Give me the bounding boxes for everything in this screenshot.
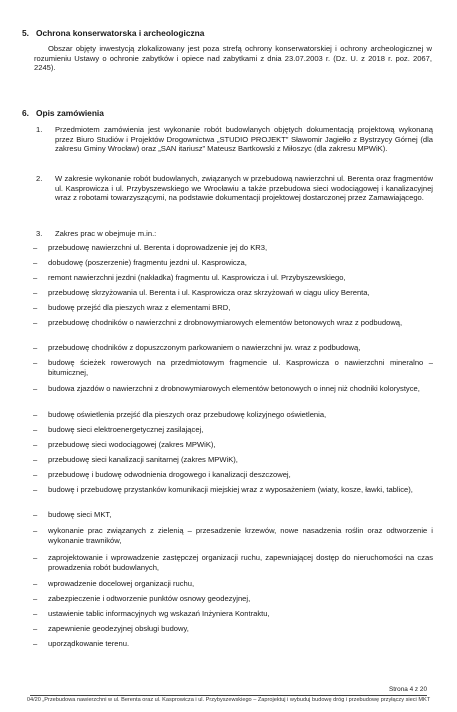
list-item: budowę oświetlenia przejść dla pieszych oraz przebudowę kolizyjnego oświetlenia, (48, 410, 327, 419)
section-5-title: 5. Ochrona konserwatorska i archeologiczna (22, 28, 205, 38)
list-item: budowa zjazdów o nawierzchni z drobnowymiarowych elementów betonowych o innej niż chodniki kolorystyce, (48, 384, 420, 393)
item-3-number: 3. (36, 229, 43, 238)
list-item: zabezpieczenie i odtworzenie punktów osnowy geodezyjnej, (48, 594, 251, 603)
section-5-paragraph: Obszar objęty inwestycją zlokalizowany jest poza strefą ochrony konserwatorskiej i ochrony archeologicznej w rozumieniu Ustawy o ochronie zabytków i opiece nad zabytkami z dnia 23.07.2003 r. (Dz. U. z 2018 r. poz. 2067, 2245). (34, 44, 432, 73)
list-item: budowę sieci elektroenergetycznej zasilającej, (48, 425, 204, 434)
list-dash: – (33, 303, 38, 312)
list-item: przebudowę sieci wodociągowej (zakres MPWiK), (48, 440, 216, 449)
list-item: budowę sieci MKT, (48, 510, 112, 519)
item-1-number: 1. (36, 125, 43, 134)
list-item: przebudowę chodników z dopuszczonym parkowaniem o nawierzchni jw. wraz z podbudową, (48, 343, 361, 352)
list-item: dobudowę (poszerzenie) fragmentu jezdni ul. Kasprowicza, (48, 258, 247, 267)
item-2-number: 2. (36, 174, 43, 183)
list-dash: – (33, 384, 38, 393)
list-dash: – (33, 440, 38, 449)
list-dash: – (33, 579, 38, 588)
list-dash: – (33, 273, 38, 282)
list-dash: – (33, 624, 38, 633)
list-item: przebudowę nawierzchni ul. Berenta i doprowadzenie jej do KR3, (48, 243, 268, 252)
page-number: Strona 4 z 20 (388, 686, 427, 693)
list-dash: – (33, 243, 38, 252)
list-dash: – (33, 639, 38, 648)
list-item: przebudowę skrzyżowania ul. Berenta i ul. Kasprowicza oraz skrzyżowań w ciągu ulicy Berenta, (48, 288, 370, 297)
list-item: zaprojektowanie i wprowadzenie zastępczej organizacji ruchu, zapewniającej dostęp do nieruchomości na czas prowadzenia robót budowlanych, (48, 553, 433, 572)
list-item: przebudowę chodników o nawierzchni z drobnowymiarowych elementów betonowych wraz z podbudową, (48, 318, 403, 327)
item-2-text: W zakresie wykonanie robót budowlanych, związanych w przebudową nawierzchni ul. Berenta oraz fragmentów ul. Kasprowicza i ul. Przybyszewskiego we Wrocławiu a także przebudowa sieci wodociągowej i kanalizacyjnej wraz z robotami towarzyszącymi, na podstawie dokumentacji projektowej dostarczonej przez Zamawiającego. (55, 174, 433, 203)
list-item: budowę i przebudowę przystanków komunikacji miejskiej wraz z wyposażeniem (wiaty, kosze, ławki, tablice), (48, 485, 413, 494)
list-dash: – (33, 485, 38, 494)
item-1-text: Przedmiotem zamówienia jest wykonanie robót budowlanych objętych dokumentacją projektową wykonaną przez Biuro Studiów i Projektów Drogownictwa „STUDIO PROJEKT” Sławomir Jagiełło z Bystrzycy Górnej (dla zakresu Gminy Wrocław) oraz „SAN itariusz” Mateusz Bartkowski z Miłoszyc (dla zakresu MPWiK). (55, 125, 433, 154)
list-dash: – (33, 594, 38, 603)
list-item: zapewnienie geodezyjnej obsługi budowy, (48, 624, 189, 633)
list-dash: – (33, 526, 38, 535)
list-dash: – (33, 258, 38, 267)
list-dash: – (33, 343, 38, 352)
footer-divider (30, 695, 427, 696)
section-6-title: 6. Opis zamówienia (22, 108, 104, 118)
list-item: przebudowę sieci kanalizacji sanitarnej (zakres MPWiK), (48, 455, 238, 464)
list-dash: – (33, 410, 38, 419)
list-dash: – (33, 425, 38, 434)
list-item: remont nawierzchni jezdni (nakładka) fragmentu ul. Kasprowicza i ul. Przybyszewskiego, (48, 273, 346, 282)
list-dash: – (33, 455, 38, 464)
list-item: ustawienie tablic informacyjnych wg wskazań Inżyniera Kontraktu, (48, 609, 270, 618)
item-3-text: Zakres prac w obejmuje m.in.: (55, 229, 157, 238)
page-footer: 04/20 „Przebudowa nawierzchni w ul. Berenta oraz ul. Kasprowicza i ul. Przybyszewskiego – Zaprojektuj i wybuduj budowę dróg i przebudowę przyłączy sieci MKT (26, 697, 431, 703)
list-dash: – (33, 358, 38, 367)
list-dash: – (33, 318, 38, 327)
list-item: przebudowę i budowę odwodnienia drogowego i kanalizacji deszczowej, (48, 470, 291, 479)
list-item: budowę przejść dla pieszych wraz z elementami BRD, (48, 303, 231, 312)
list-item: budowę ścieżek rowerowych na przedmiotowym fragmencie ul. Kasprowicza o nawierzchni mineralno – bitumicznej, (48, 358, 433, 377)
list-item: wykonanie prac związanych z zielenią – przesadzenie krzewów, nowe nasadzenia roślin oraz odtworzenie i wykonanie trawników, (48, 526, 433, 545)
list-item: uporządkowanie terenu. (48, 639, 130, 648)
list-item: wprowadzenie docelowej organizacji ruchu, (48, 579, 195, 588)
list-dash: – (33, 510, 38, 519)
list-dash: – (33, 470, 38, 479)
list-dash: – (33, 609, 38, 618)
list-dash: – (33, 553, 38, 562)
list-dash: – (33, 288, 38, 297)
